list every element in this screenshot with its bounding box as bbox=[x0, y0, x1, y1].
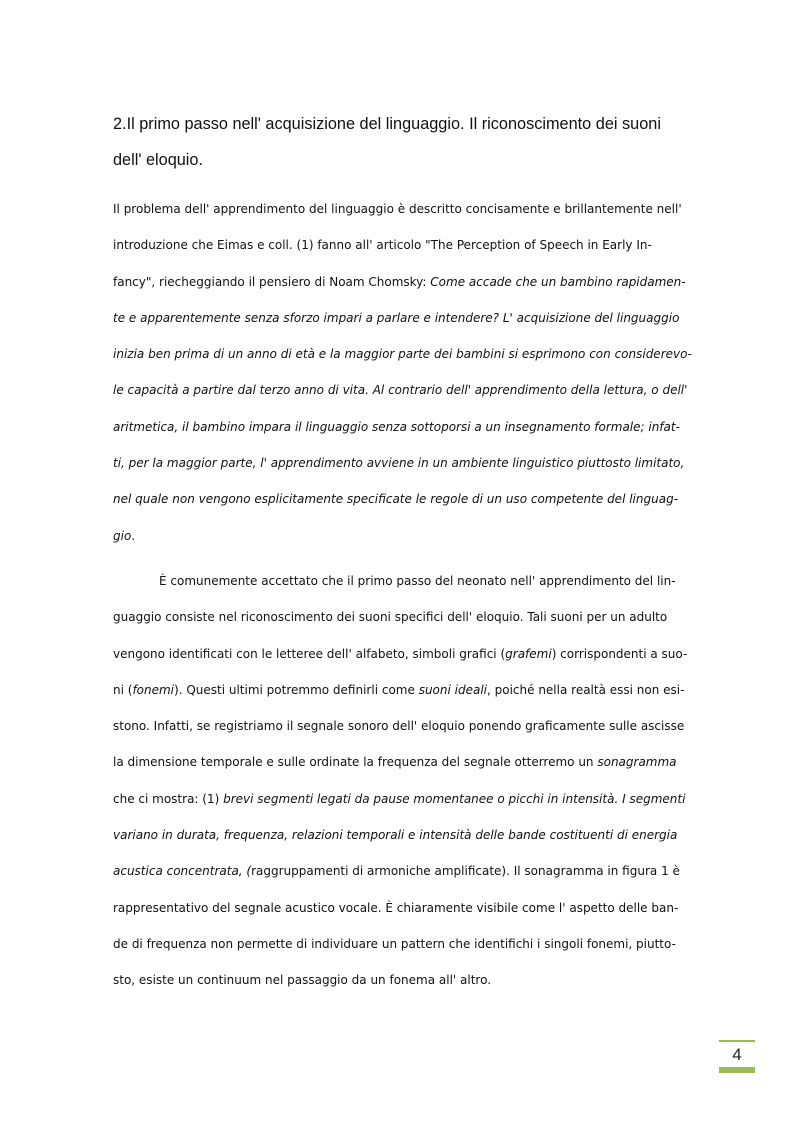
text-line bbox=[113, 372, 688, 408]
text-run: raggruppamenti di armoniche amplificate). Il sonagramma in figura 1 è bbox=[251, 864, 680, 879]
italic-text: fonemi bbox=[132, 682, 175, 697]
italic-text: le capacità a partire dal terzo anno di vita. Al contrario dell' apprendimento della lettura, o dell' bbox=[113, 383, 688, 398]
text-line bbox=[113, 672, 683, 708]
section-heading bbox=[113, 106, 693, 178]
page-number-rule-bottom bbox=[719, 1067, 755, 1073]
text-run: de di frequenza non permette di individuare un pattern che identifichi i singoli fonemi, piutto- bbox=[113, 936, 676, 951]
italic-text: ti, per la maggior parte, l' apprendimento avviene in un ambiente linguistico piuttosto limitato, bbox=[113, 456, 685, 471]
text-line bbox=[113, 599, 683, 635]
italic-text: sonagramma bbox=[597, 755, 677, 770]
italic-text: inizia ben prima di un anno di età e la maggior parte dei bambini si esprimono con considerevo- bbox=[113, 347, 692, 362]
italic-text: variano in durata, frequenza, relazioni temporali e intensità delle bande costituenti di energia bbox=[113, 828, 678, 843]
text-line bbox=[113, 926, 683, 962]
text-line bbox=[113, 409, 683, 445]
text-run: ni ( bbox=[113, 682, 133, 697]
text-line bbox=[113, 191, 683, 227]
text-line bbox=[113, 853, 683, 889]
text-line bbox=[113, 336, 692, 372]
text-run: rappresentativo del segnale acustico vocale. È chiaramente visibile come l' aspetto delle ban- bbox=[113, 900, 679, 915]
text-run: fancy", riecheggiando il pensiero di Noam Chomsky: bbox=[113, 274, 431, 289]
text-line bbox=[113, 781, 686, 817]
text-line bbox=[113, 227, 683, 263]
text-run: stono. Infatti, se registriamo il segnale sonoro dell' eloquio ponendo graficamente sulle ascisse bbox=[113, 719, 685, 734]
text-run: ) corrispondenti a suo- bbox=[551, 646, 688, 661]
italic-text: aritmetica, il bambino impara il linguaggio senza sottoporsi a un insegnamento formale; infat- bbox=[113, 419, 680, 434]
italic-text: te e apparentemente senza sforzo impari a parlare e intendere? L' acquisizione del linguaggio bbox=[113, 310, 680, 325]
italic-text: suoni ideali bbox=[418, 682, 487, 697]
text-line bbox=[113, 481, 683, 517]
text-run: , poiché nella realtà essi non esi- bbox=[487, 682, 685, 697]
text-run: vengono identificati con le letteree dell' alfabeto, simboli grafici ( bbox=[113, 646, 506, 661]
text-line bbox=[113, 563, 683, 599]
italic-text: brevi segmenti legati da pause momentanee o picchi in intensità. I segmenti bbox=[223, 791, 686, 806]
italic-text: acustica concentrata, ( bbox=[113, 864, 252, 879]
text-run: È comunemente accettato che il primo passo del neonato nell' apprendimento del lin- bbox=[159, 574, 676, 588]
paragraph-2 bbox=[113, 563, 688, 999]
paragraph-1 bbox=[113, 191, 692, 554]
heading-line: 2.Il primo passo nell' acquisizione del linguaggio. Il riconoscimento dei suoni bbox=[113, 115, 661, 133]
text-run: ). Questi ultimi potremmo definirli come bbox=[174, 682, 419, 697]
text-line bbox=[113, 744, 683, 780]
text-run: Il problema dell' apprendimento del linguaggio è descritto concisamente e brillantemente nell' bbox=[113, 202, 682, 216]
text-line bbox=[113, 445, 683, 481]
page-number: 4 bbox=[732, 1045, 742, 1064]
text-run: guaggio consiste nel riconoscimento dei suoni specifici dell' eloquio. Tali suoni per un adulto bbox=[113, 610, 668, 625]
page-number-rule-top bbox=[719, 1040, 755, 1042]
text-run: . bbox=[131, 528, 136, 543]
italic-text: grafemi bbox=[505, 646, 552, 661]
text-run: sto, esiste un continuum nel passaggio da un fonema all' altro. bbox=[113, 973, 492, 988]
text-line bbox=[113, 300, 683, 336]
text-run: la dimensione temporale e sulle ordinate la frequenza del segnale otterremo un bbox=[113, 755, 598, 770]
text-line bbox=[113, 264, 686, 300]
text-run: che ci mostra: (1) bbox=[113, 791, 224, 806]
text-line bbox=[113, 708, 683, 744]
italic-text: Come accade che un bambino rapidamen- bbox=[430, 274, 686, 289]
text-line bbox=[113, 636, 688, 672]
text-line bbox=[113, 817, 683, 853]
italic-text: nel quale non vengono esplicitamente specificate le regole di un uso competente del linguag- bbox=[113, 492, 679, 507]
italic-text: gio bbox=[113, 528, 132, 543]
text-line bbox=[113, 962, 683, 998]
text-line bbox=[113, 890, 683, 926]
page-number-box bbox=[719, 1040, 755, 1074]
text-line bbox=[113, 518, 683, 554]
heading-line: dell' eloquio. bbox=[113, 151, 204, 169]
text-run: introduzione che Eimas e coll. (1) fanno all' articolo "The Perception of Speech in Early In- bbox=[113, 238, 652, 253]
